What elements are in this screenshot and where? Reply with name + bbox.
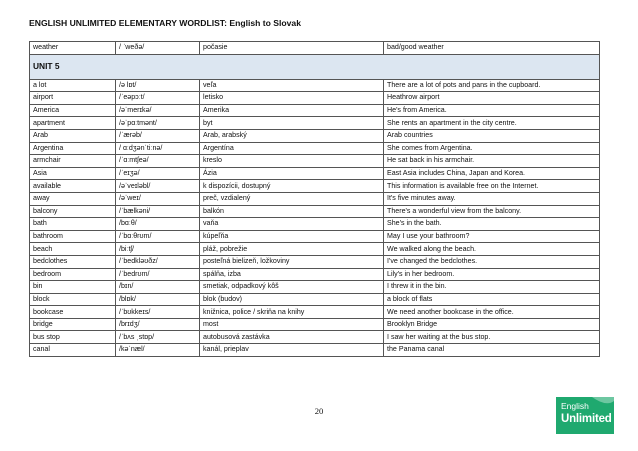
table-row [30, 155, 600, 168]
example-cell: East Asia includes China, Japan and Korea. [384, 167, 600, 180]
word-cell: balcony [30, 205, 116, 218]
translation-cell: posteľná bielizeň, ložkoviny [200, 255, 384, 268]
page-number: 20 [314, 406, 324, 416]
word-cell: beach [30, 243, 116, 256]
example-cell: This information is available free on the Internet. [384, 180, 600, 193]
translation-cell: preč, vzdialený [200, 192, 384, 205]
table-row [30, 180, 600, 193]
table-row [30, 331, 600, 344]
word-cell: bridge [30, 318, 116, 331]
table-row [30, 205, 600, 218]
translation-cell: spálňa, izba [200, 268, 384, 281]
table-row [30, 281, 600, 294]
example-cell: I've changed the bedclothes. [384, 255, 600, 268]
pronunciation-cell: /ˈbedkləʊðz/ [116, 255, 200, 268]
table-row [30, 129, 600, 142]
english-unlimited-logo [556, 397, 614, 434]
pronunciation-cell: /əˈmerɪkə/ [116, 104, 200, 117]
word-cell: away [30, 192, 116, 205]
logo-line-1: English [561, 401, 589, 411]
document-title: ENGLISH UNLIMITED ELEMENTARY WORDLIST: English to Slovak [29, 18, 301, 28]
table-row [30, 79, 600, 92]
table-row [30, 293, 600, 306]
translation-cell: Amerika [200, 104, 384, 117]
translation-cell: kúpeľňa [200, 230, 384, 243]
table-row [30, 104, 600, 117]
example-cell: Brooklyn Bridge [384, 318, 600, 331]
word-cell: airport [30, 92, 116, 105]
example-cell: I saw her waiting at the bus stop. [384, 331, 600, 344]
translation-cell: veľa [200, 79, 384, 92]
pronunciation-cell: / ɑːdʒənˈtiːnə/ [116, 142, 200, 155]
example-cell: He sat back in his armchair. [384, 155, 600, 168]
pronunciation-cell: /brɪdʒ/ [116, 318, 200, 331]
table-row [30, 306, 600, 319]
table-row [30, 268, 600, 281]
pronunciation-cell: /ə lɒt/ [116, 79, 200, 92]
translation-cell: vaňa [200, 218, 384, 231]
translation-cell: letisko [200, 92, 384, 105]
word-cell: canal [30, 344, 116, 357]
table-row [30, 142, 600, 155]
translation-cell: kreslo [200, 155, 384, 168]
example-cell: We walked along the beach. [384, 243, 600, 256]
pronunciation-cell: /ˈeəpɔːt/ [116, 92, 200, 105]
translation-cell: autobusová zastávka [200, 331, 384, 344]
example-cell: He's from America. [384, 104, 600, 117]
pronunciation-cell: /ˈærəb/ [116, 129, 200, 142]
translation-cell: k dispozícii, dostupný [200, 180, 384, 193]
word-cell: apartment [30, 117, 116, 130]
translation-cell: počasie [200, 42, 384, 55]
example-cell: Arab countries [384, 129, 600, 142]
word-cell: block [30, 293, 116, 306]
word-cell: bedclothes [30, 255, 116, 268]
pronunciation-cell: /əˈweɪ/ [116, 192, 200, 205]
pronunciation-cell: / ˈweðə/ [116, 42, 200, 55]
table-row [30, 318, 600, 331]
word-cell: Asia [30, 167, 116, 180]
pronunciation-cell: /ˈɑːmtʃeə/ [116, 155, 200, 168]
table-row [30, 92, 600, 105]
pronunciation-cell: /bɑːθ/ [116, 218, 200, 231]
pronunciation-cell: /ˈbʌs ˌstɒp/ [116, 331, 200, 344]
pronunciation-cell: /kəˈnæl/ [116, 344, 200, 357]
word-cell: Argentina [30, 142, 116, 155]
word-cell: a lot [30, 79, 116, 92]
translation-cell: kanál, prieplav [200, 344, 384, 357]
pronunciation-cell: /blɒk/ [116, 293, 200, 306]
translation-cell: Arab, arabský [200, 129, 384, 142]
word-cell: bathroom [30, 230, 116, 243]
example-cell: She's in the bath. [384, 218, 600, 231]
pronunciation-cell: /əˈveɪləbl/ [116, 180, 200, 193]
translation-cell: Argentína [200, 142, 384, 155]
translation-cell: most [200, 318, 384, 331]
example-cell: There are a lot of pots and pans in the cupboard. [384, 79, 600, 92]
example-cell: It's five minutes away. [384, 192, 600, 205]
example-cell: She comes from Argentina. [384, 142, 600, 155]
logo-line-2: Unlimited [561, 413, 612, 425]
pronunciation-cell: /bɪn/ [116, 281, 200, 294]
pronunciation-cell: /ˈeɪʒə/ [116, 167, 200, 180]
example-cell: a block of flats [384, 293, 600, 306]
example-cell: There's a wonderful view from the balcony. [384, 205, 600, 218]
example-cell: the Panama canal [384, 344, 600, 357]
example-cell: May I use your bathroom? [384, 230, 600, 243]
pronunciation-cell: /əˈpɑːtmənt/ [116, 117, 200, 130]
example-cell: We need another bookcase in the office. [384, 306, 600, 319]
word-cell: weather [30, 42, 116, 55]
translation-cell: byt [200, 117, 384, 130]
example-cell: bad/good weather [384, 42, 600, 55]
table-row [30, 42, 600, 55]
table-row [30, 192, 600, 205]
pronunciation-cell: /ˈbʊkkeɪs/ [116, 306, 200, 319]
translation-cell: blok (budov) [200, 293, 384, 306]
table-row [30, 344, 600, 357]
word-cell: available [30, 180, 116, 193]
table-row [30, 255, 600, 268]
unit-header-row [30, 54, 600, 79]
translation-cell: Ázia [200, 167, 384, 180]
example-cell: Lily's in her bedroom. [384, 268, 600, 281]
pronunciation-cell: /biːtʃ/ [116, 243, 200, 256]
example-cell: She rents an apartment in the city centre. [384, 117, 600, 130]
word-cell: armchair [30, 155, 116, 168]
translation-cell: knižnica, police / skriňa na knihy [200, 306, 384, 319]
word-cell: bedroom [30, 268, 116, 281]
translation-cell: smetiak, odpadkový kôš [200, 281, 384, 294]
pronunciation-cell: /ˈbɑːθrʊm/ [116, 230, 200, 243]
table-row [30, 117, 600, 130]
pronunciation-cell: /ˈbælkəni/ [116, 205, 200, 218]
word-cell: America [30, 104, 116, 117]
example-cell: I threw it in the bin. [384, 281, 600, 294]
word-cell: Arab [30, 129, 116, 142]
word-cell: bath [30, 218, 116, 231]
table-row [30, 243, 600, 256]
example-cell: Heathrow airport [384, 92, 600, 105]
word-cell: bus stop [30, 331, 116, 344]
word-cell: bin [30, 281, 116, 294]
translation-cell: pláž, pobrežie [200, 243, 384, 256]
word-cell: bookcase [30, 306, 116, 319]
table-row [30, 218, 600, 231]
table-row [30, 167, 600, 180]
table-row [30, 230, 600, 243]
wordlist-table [29, 41, 600, 357]
pronunciation-cell: /ˈbedrʊm/ [116, 268, 200, 281]
unit-label: UNIT 5 [30, 54, 600, 79]
translation-cell: balkón [200, 205, 384, 218]
